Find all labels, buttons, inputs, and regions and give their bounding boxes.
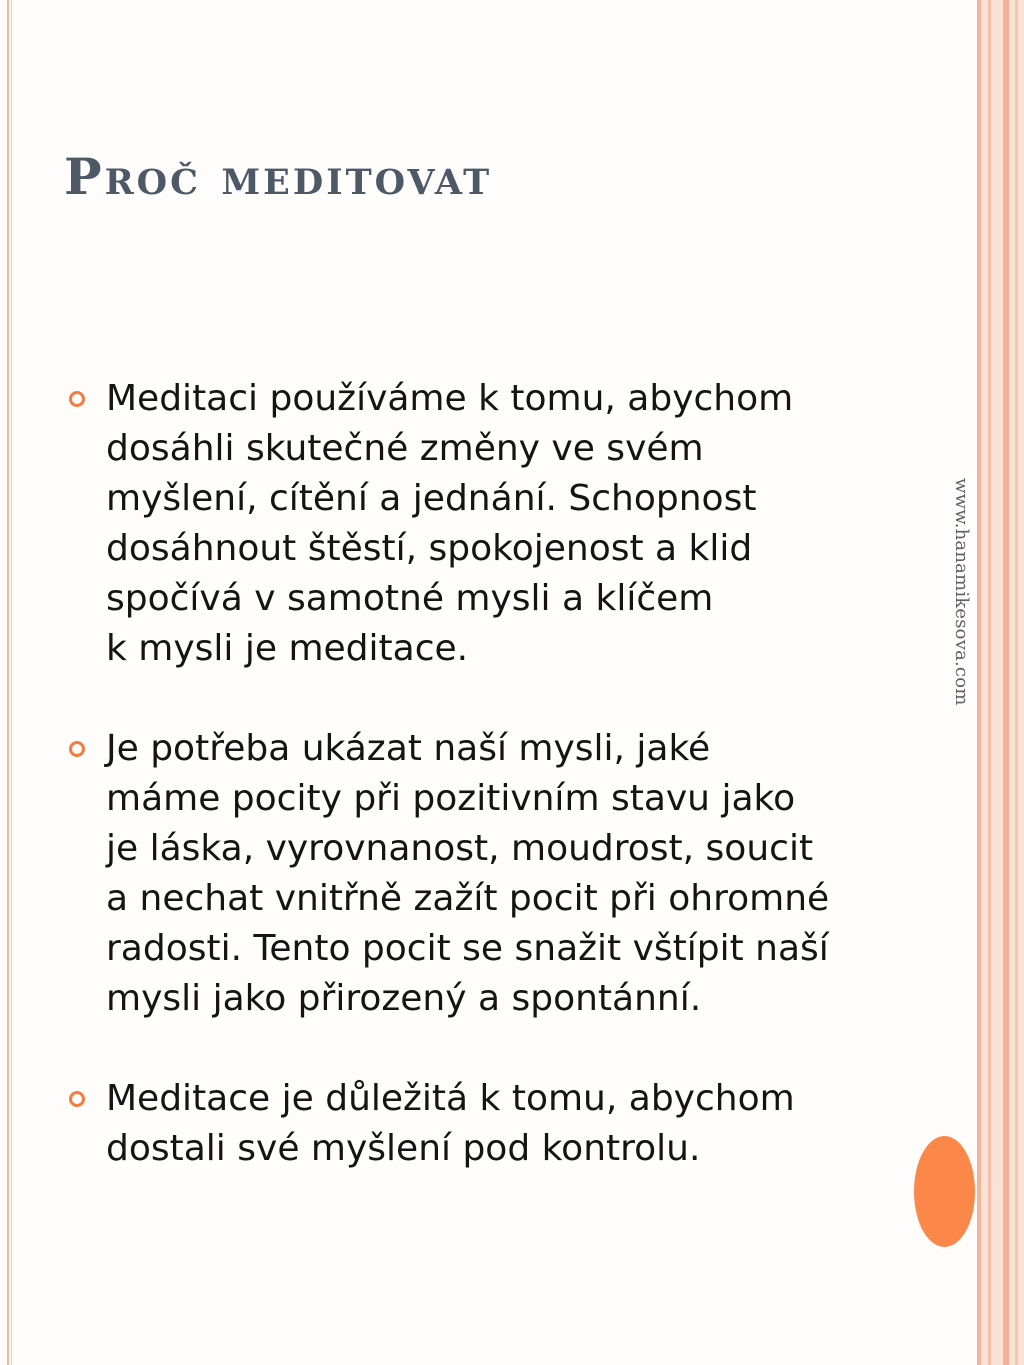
bullet-line: Meditace je důležitá k tomu, abychom [106,1078,795,1119]
bullet-line: je láska, vyrovnanost, moudrost, soucit [106,828,814,869]
circle-bullet-icon [69,1091,85,1107]
slide-title: Proč meditovat [64,147,493,206]
website-url-vertical: www.hanamikesova.com [951,478,972,706]
bullet-line: myšlení, cítění a jednání. Schopnost [106,478,757,519]
left-border-line-thin [11,0,12,1365]
bullet-list [66,374,956,1224]
bullet-line: k mysli je meditace. [106,628,469,669]
bullet-line: Meditaci používáme k tomu, abychom [106,378,794,419]
bullet-line: dostali své myšlení pod kontrolu. [106,1128,701,1169]
bullet-item [66,724,956,1024]
right-border-stripe [977,0,981,1365]
left-border-line [7,0,9,1365]
right-border-stripe [1003,0,1009,1365]
bullet-line: mysli jako přirozený a spontánní. [106,978,702,1019]
bullet-line: dosáhnout štěstí, spokojenost a klid [106,528,753,569]
bullet-line: radosti. Tento pocit se snažit vštípit naší [106,928,829,969]
decorative-oval [914,1136,975,1247]
circle-bullet-icon [69,391,85,407]
bullet-item [66,374,956,674]
bullet-item [66,1074,956,1174]
right-border-stripe [988,0,991,1365]
bullet-line: Je potřeba ukázat naší mysli, jaké [106,728,711,769]
bullet-line: dosáhli skutečné změny ve svém [106,428,704,469]
bullet-line: spočívá v samotné mysli a klíčem [106,578,714,619]
right-border-stripe [1015,0,1018,1365]
bullet-line: máme pocity při pozitivním stavu jako [106,778,796,819]
circle-bullet-icon [69,741,85,757]
bullet-line: a nechat vnitřně zažít pocit při ohromné [106,878,830,919]
